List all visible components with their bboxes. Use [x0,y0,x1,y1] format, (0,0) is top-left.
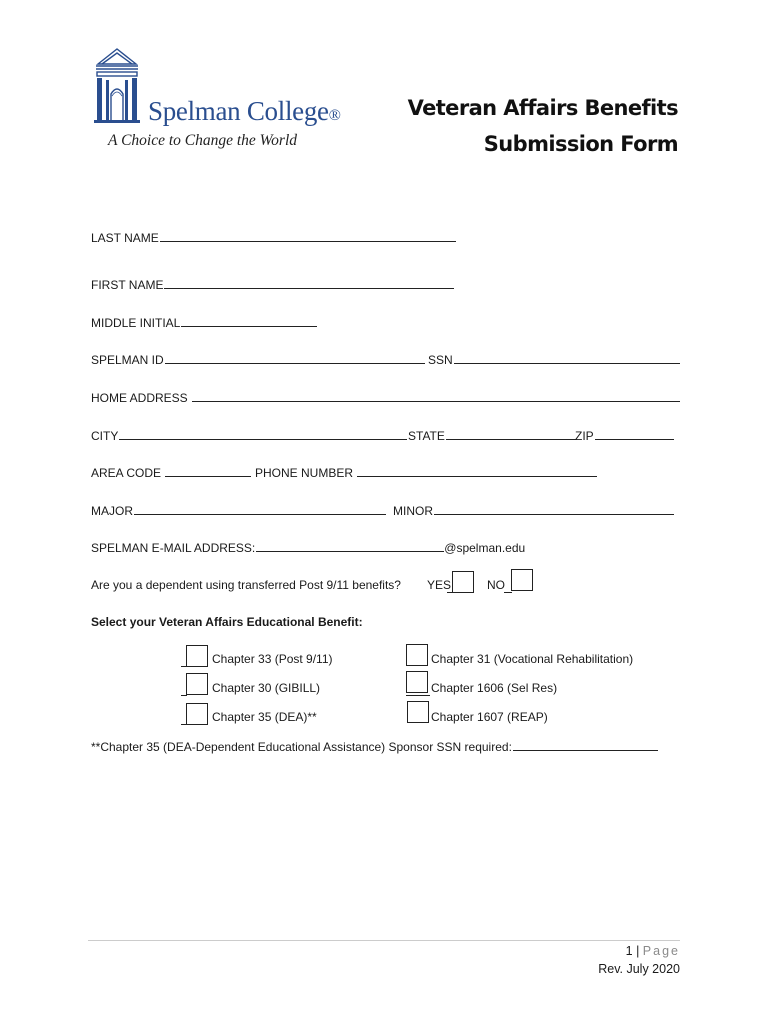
ssn-label: SSN [428,353,453,367]
form-title-line1: Veteran Affairs Benefits [407,96,678,120]
home-address-input[interactable] [192,390,680,402]
dependent-yes-label: YES [427,578,452,592]
state-field [408,428,576,443]
chapter-35-label: Chapter 35 (DEA)** [212,710,317,724]
chapter-30-label: Chapter 30 (GIBILL) [212,681,321,695]
dependent-question-text: Are you a dependent using transferred Post 9/11 benefits? [91,578,401,592]
chapter-33-checkbox[interactable] [186,645,208,667]
state-input[interactable] [446,428,576,440]
footer-divider [88,940,680,941]
city-input[interactable] [119,428,407,440]
sponsor-ssn-note [91,739,658,754]
page-word: Page [642,944,680,958]
state-label: STATE [408,429,445,443]
zip-label: ZIP [575,429,594,443]
minor-label: MINOR [393,504,433,518]
spelman-id-field [91,352,425,367]
college-logo [92,46,362,156]
chapter-31-label: Chapter 31 (Vocational Rehabilitation) [431,652,634,666]
last-name-label: LAST NAME [91,231,159,245]
page-separator: | [636,944,640,958]
email-input[interactable] [256,540,444,552]
middle-initial-input[interactable] [181,315,317,327]
chapter-30-checkbox[interactable] [186,673,208,695]
first-name-field [91,277,454,292]
chapter-1606-label: Chapter 1606 (Sel Res) [431,681,558,695]
ssn-field [428,352,680,367]
middle-initial-label: MIDDLE INITIAL [91,316,181,330]
last-name-input[interactable] [160,230,456,242]
major-input[interactable] [134,503,386,515]
form-title [408,90,678,162]
registered-mark: ® [328,107,341,124]
city-field [91,428,407,443]
chapter-1606-checkbox[interactable] [406,671,428,693]
first-name-label: FIRST NAME [91,278,164,292]
page-number-value: 1 [625,944,633,958]
dependent-no-label: NO [487,578,505,592]
dependent-yes-checkbox[interactable] [452,571,474,593]
ch30-underline [181,695,187,696]
building-icon [92,46,142,126]
chapter-31-checkbox[interactable] [406,644,428,666]
home-address-field [91,390,680,405]
email-field [91,540,525,555]
last-name-field [91,230,456,245]
phone-number-field [255,465,597,480]
benefit-heading: Select your Veteran Affairs Educational Benefit: [91,615,363,629]
chapter-33-label: Chapter 33 (Post 9/11) [212,652,333,666]
sponsor-ssn-input[interactable] [513,739,658,751]
revision-date: Rev. July 2020 [598,962,680,976]
dependent-question [91,578,401,592]
minor-input[interactable] [434,503,674,515]
phone-number-input[interactable] [357,465,597,477]
major-label: MAJOR [91,504,133,518]
form-title-line2: Submission Form [483,132,678,156]
dependent-no-checkbox[interactable] [511,569,533,591]
area-code-input[interactable] [165,465,251,477]
first-name-input[interactable] [164,277,454,289]
spelman-id-label: SPELMAN ID [91,353,164,367]
major-field [91,503,386,518]
minor-field [393,503,674,518]
zip-field [575,428,674,443]
email-domain: @spelman.edu [444,541,526,555]
logo-name: Spelman College® [148,96,341,126]
ssn-input[interactable] [454,352,680,364]
chapter-1607-checkbox[interactable] [407,701,429,723]
middle-initial-field [91,315,317,330]
phone-number-label: PHONE NUMBER [255,466,354,480]
sponsor-ssn-label: **Chapter 35 (DEA-Dependent Educational Assistance) Sponsor SSN required: [91,740,512,754]
area-code-field [91,465,251,480]
home-address-label: HOME ADDRESS [91,391,188,405]
area-code-label: AREA CODE [91,466,162,480]
chapter-35-checkbox[interactable] [186,703,208,725]
city-label: CITY [91,429,119,443]
zip-input[interactable] [595,428,674,440]
chapter-1607-label: Chapter 1607 (REAP) [431,710,548,724]
dependent-no-underline [504,592,512,593]
ch1606-underline [406,695,430,696]
spelman-id-input[interactable] [165,352,425,364]
page-number [626,944,680,958]
logo-tagline: A Choice to Change the World [108,132,298,149]
email-label: SPELMAN E-MAIL ADDRESS: [91,541,256,555]
